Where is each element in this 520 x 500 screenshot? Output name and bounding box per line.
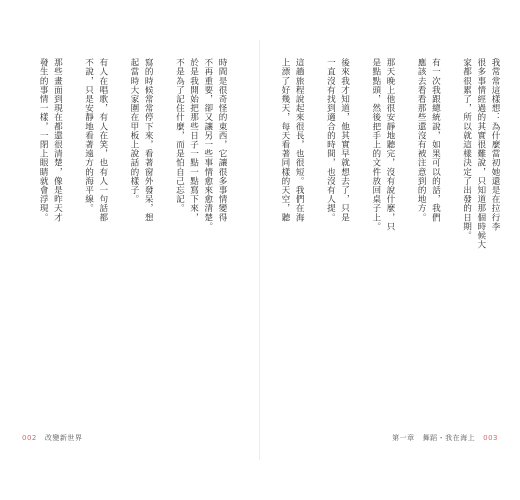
left-page-number: 002 (22, 434, 37, 442)
left-page-body-text (24, 58, 246, 338)
text-column (24, 58, 36, 338)
text-column: 上漂了好幾天，每天看著同樣的天空，聽 (280, 58, 290, 222)
text-column: 後來我才知道，他其實早就想去了，只是 (339, 58, 350, 222)
chapter-label: 第一章 (392, 434, 415, 442)
text-column: 不說，只是安靜地看著遠方的海平線。 (83, 58, 94, 213)
text-column: 應該去看看那些還沒有被注意到的地方。 (416, 58, 427, 222)
text-column: 那天晚上他很安靜地聽完，沒有說什麼，只 (384, 58, 395, 231)
text-column: 不再重要，卻又讓另一些事情愈來愈清楚。 (202, 58, 213, 231)
book-title: 改變新世界 (44, 434, 83, 442)
right-page-footer (392, 433, 498, 443)
text-column: 於是我開始把那些日子一點一點寫下來， (188, 58, 199, 222)
text-column: 寫的時候常常停下來，看著窗外發呆，想 (143, 58, 154, 222)
text-column: 很多事情經過的其實很難說，只知道那個時候大 (475, 58, 486, 250)
right-page-number: 003 (483, 434, 498, 442)
text-column: 這趟旅程說起來很長，也很短。我們在海 (294, 58, 305, 222)
right-page (260, 0, 520, 500)
text-column: 有一次我跟總統說，如果可以的話，我們 (430, 58, 441, 222)
text-column: 不是為了記住什麼，而是怕自己忘記。 (174, 58, 185, 213)
text-column: 我常常這樣想：為什麼當初她還是在拉行李 (490, 58, 500, 231)
text-column: 家都很累了，所以就這樣決定了出發的日期。 (461, 58, 472, 240)
text-column: 發生的事情一樣，一閉上眼睛就會浮現。 (38, 58, 49, 222)
text-column: 有人在唱歌，有人在笑，也有人一句話都 (97, 58, 108, 222)
text-column: 起當時大家圍在甲板上說話的樣子。 (128, 58, 139, 204)
text-column: 是點點頭，然後把手上的文件放回桌子上。 (370, 58, 381, 231)
right-page-body-text (280, 58, 502, 338)
text-column: 那些畫面到現在都還很清楚，像是昨天才 (52, 58, 63, 222)
text-column: 時間是很奇怪的東西，它讓很多事情變得 (217, 58, 227, 222)
left-page-footer (22, 433, 82, 443)
chapter-title: 舞蹈・我在海上 (422, 434, 476, 442)
text-column: 一直沒有找到適合的時間，也沒有人提。 (325, 58, 336, 222)
